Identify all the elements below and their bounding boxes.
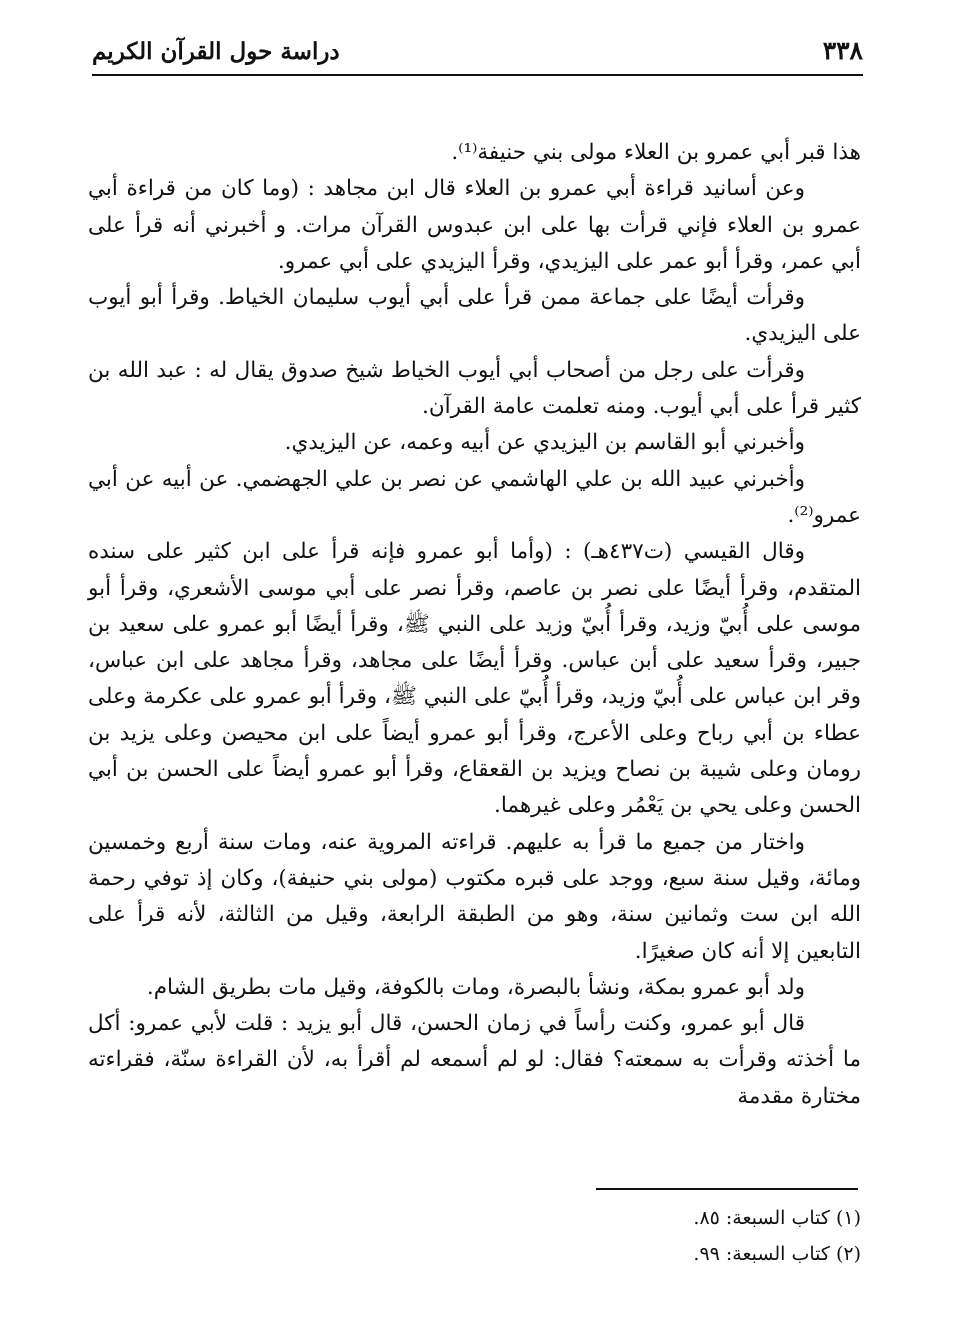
paragraph: ولد أبو عمرو بمكة، ونشأ بالبصرة، ومات بالكوفة، وقيل مات بطريق الشام. xyxy=(146,974,805,1000)
page-number: ٣٣٨ xyxy=(822,36,863,65)
page-header xyxy=(92,30,863,76)
paragraph: واختار من جميع ما قرأ به عليهم. قراءته المروية عنه، ومات سنة أربع وخمسين ومائة، وقيل سنة سبع، ووجد على قبره مكتوب (مولى بني حنيفة)، وكان إذ توفي رحمة الله ابن ست وثمانين سنة، وهو من الطبقة الرابعة، وقيل من الثالثة، لأنه قرأ على التابعين إلا أنه كان صغيرًا. xyxy=(88,829,861,964)
paragraph: وقال القيسي (ت٤٣٧هـ) : (وأما أبو عمرو فإنه قرأ على ابن كثير على سنده المتقدم، وقرأ أيضًا على نصر بن عاصم، وقرأ نصر على أبي موسى الأشعري، وقرأ أبو موسى على أُبيّ وزيد، وقرأ أُبيّ وزيد على النبي ﷺ، وقرأ أيضًا أبو عمرو على سعيد بن جبير، وقرأ سعيد على أبن عباس. وقرأ أيضًا على مجاهد، وقرأ مجاهد على ابن عباس، وقر ابن عباس على أُبيّ وزيد، وقرأ أُبيّ على النبي ﷺ، وقرأ أبو عمرو على عكرمة وعلى عطاء بن أبي رباح وعلى الأعرج، وقرأ أبو عمرو أيضاً على ابن محيصن وعلى يزيد بن رومان وعلى شيبة بن نصاح ويزيد بن القعقاع، وقرأ أبو عمرو أيضاً على الحسن بن أبي الحسن وعلى يحي بن يَعْمُر وعلى غيرهما. xyxy=(88,539,861,819)
paragraph: وأخبرني عبيد الله بن علي الهاشمي عن نصر بن علي الجهضمي. عن أبيه عن أبي عمرو⁽²⁾. xyxy=(88,466,861,528)
paragraph: وقرأت أيضًا على جماعة ممن قرأ على أبي أيوب سليمان الخياط. وقرأ أبو أيوب على اليزيدي. xyxy=(88,285,861,347)
paragraph: قال أبو عمرو، وكنت رأساً في زمان الحسن، قال أبو يزيد : قلت لأبي عمرو: أكل ما أخذته وقرأت به سمعته؟ فقال: لو لم أسمعه لم أقرأ به، لأن القراءة سنّة، فقراءته مختارة مقدمة xyxy=(88,1011,861,1109)
paragraph: وقرأت على رجل من أصحاب أبي أيوب الخياط شيخ صدوق يقال له : عبد الله بن كثير قرأ على أبي أيوب. ومنه تعلمت عامة القرآن. xyxy=(88,357,861,420)
footnote-divider xyxy=(596,1188,858,1190)
footnote: (٢) كتاب السبعة: ٩٩. xyxy=(693,1243,861,1265)
paragraph: هذا قبر أبي عمرو بن العلاء مولى بني حنيفة⁽¹⁾. xyxy=(451,140,861,165)
paragraph: وأخبرني أبو القاسم بن اليزيدي عن أبيه وعمه، عن اليزيدي. xyxy=(284,430,805,456)
footnote: (١) كتاب السبعة: ٨٥. xyxy=(693,1207,861,1229)
paragraph: وعن أسانيد قراءة أبي عمرو بن العلاء قال ابن مجاهد : (وما كان من قراءة أبي عمرو بن العلاء فإني قرأت بها على ابن عبدوس القرآن مرات. و أخبرني أنه قرأ على أبي عمر، وقرأ أبو عمر على اليزيدي، وقرأ اليزيدي على أبي عمرو. xyxy=(88,176,861,274)
running-title: دراسة حول القرآن الكريم xyxy=(92,38,340,65)
footnotes xyxy=(92,1200,861,1272)
body-text xyxy=(88,135,861,1115)
